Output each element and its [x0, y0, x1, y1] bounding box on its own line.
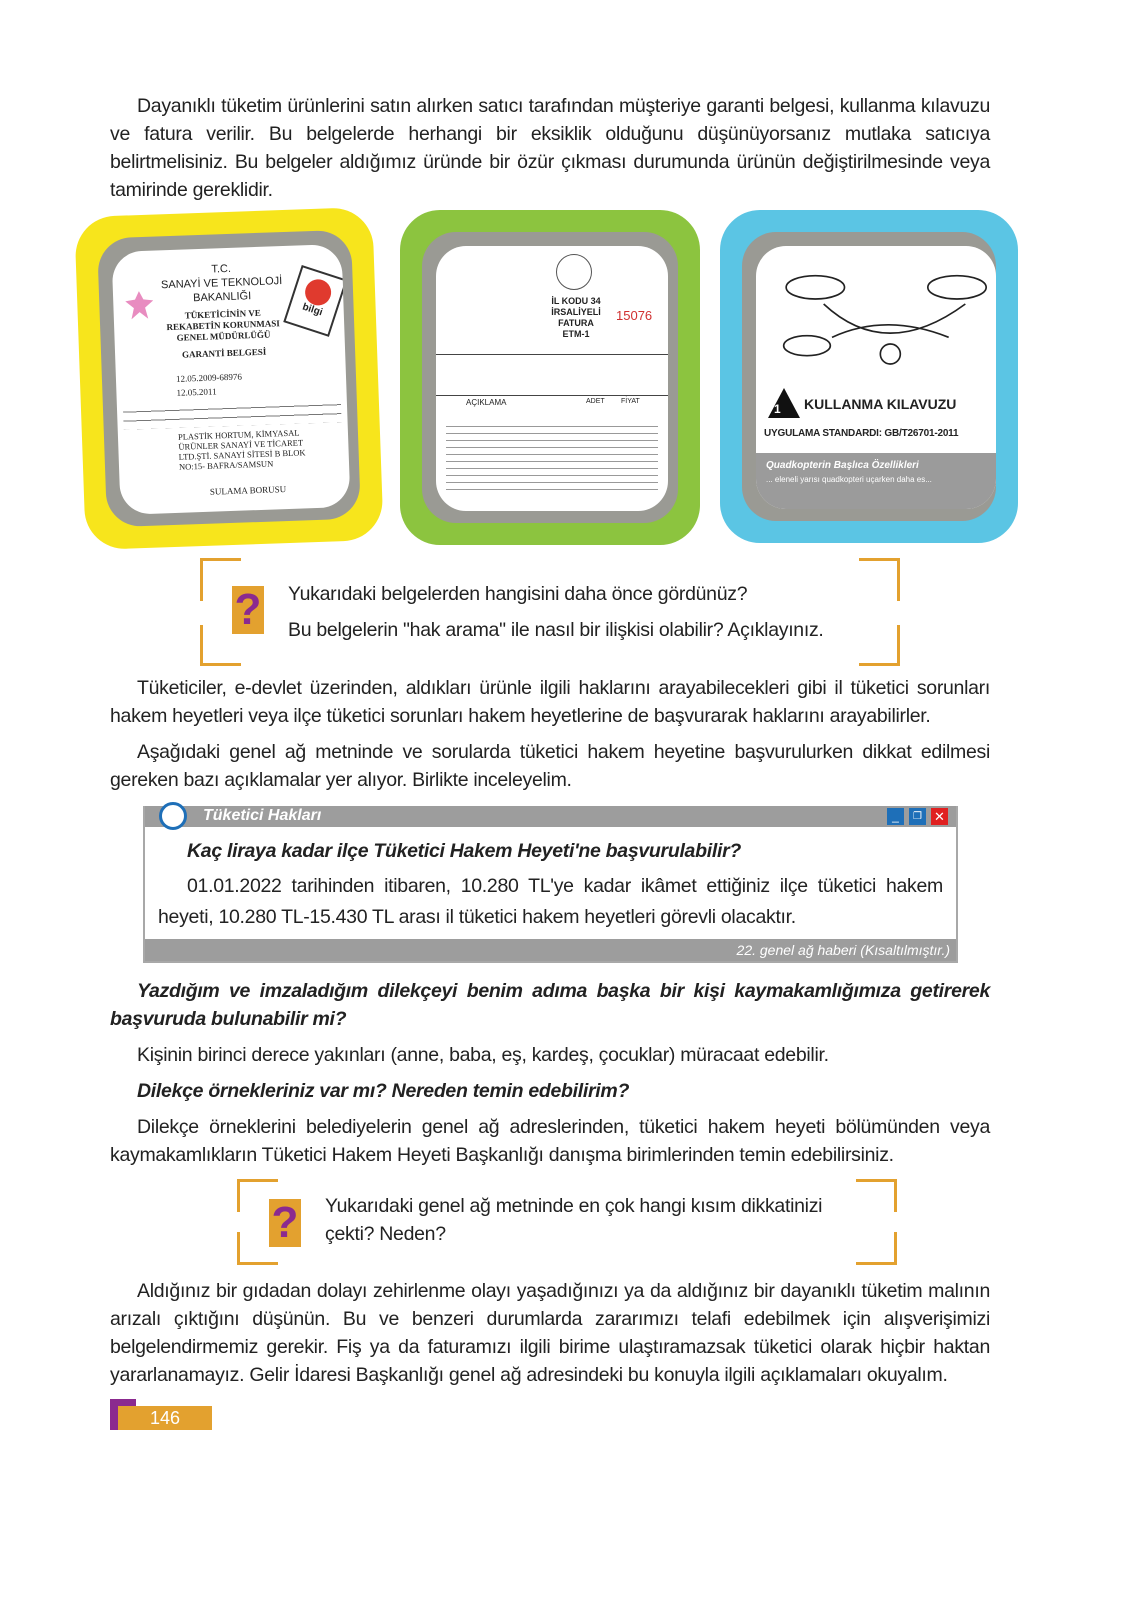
faq-question: Dilekçe örnekleriniz var mı? Nereden temin edebilirim? [137, 1080, 630, 1102]
page-number: 146 [118, 1406, 212, 1430]
number: 1 [774, 402, 781, 416]
paragraph: Aldığınız bir gıdadan dolayı zehirlenme olayı yaşadığınızı ya da aldığınız bir dayanıklı tüketim malının arızalı çıktığını düşünün. Bu ve benzeri durumlarda zararımızı telafi edebilmek için alışverişimizi belgelendirmemiz gerekir. Fiş ya da faturamızı ilgili birime ulaştıramazsak tüketici olarak hiçbir haktan yararlanamayız. Gelir İdaresi Başkanlığı genel ağ adresindeki bu konuyla ilgili açıklamaları okuyalım. [110, 1280, 990, 1386]
text: TÜKETİCİNİN VE REKABETİN KORUNMASI GENEL MÜDÜRLÜĞÜ [166, 307, 280, 343]
text: SANAYİ VE TEKNOLOJİ [160, 275, 283, 292]
text: 12.05.2011 [176, 386, 217, 398]
text: 12.05.2009-68976 [175, 371, 243, 384]
question-box-2 [237, 1179, 897, 1265]
question-box-1 [200, 558, 900, 666]
faq-answer: Kişinin birinci derece yakınları (anne, baba, eş, kardeş, çocuklar) müracaat edebilir. [137, 1044, 829, 1066]
text: İRSALİYELİ FATURA [551, 307, 601, 328]
faq-answer: Dilekçe örneklerini belediyelerin genel ağ adreslerinden, tüketici hakem heyeti bölümünden veya kaymakamlıkların Tüketici Hakem Heyeti Başkanlığı danışma birimlerinden temin edebilirsiniz. [110, 1116, 990, 1166]
text: FİYAT [621, 398, 640, 405]
title-bar [145, 806, 956, 827]
user-manual-image [720, 210, 1018, 543]
question-text: Yukarıdaki belgelerden hangisini daha önce gördünüz? [288, 583, 748, 605]
close-button[interactable]: ✕ [931, 808, 948, 825]
question-icon: ? [232, 586, 264, 634]
document-images [0, 210, 1134, 548]
page-number-badge [110, 1399, 212, 1430]
text: AÇIKLAMA [466, 398, 507, 407]
text: UYGULAMA STANDARDI: GB/T26701-2011 [764, 428, 959, 439]
faq-question: Yazdığım ve imzaladığım dilekçeyi benim adıma başka bir kişi kaymakamlığımıza getirerek başvuruda bulunabilir mi? [110, 980, 990, 1030]
text: ETM-1 [562, 329, 590, 339]
fine-print [123, 398, 342, 430]
globe-icon [159, 802, 187, 830]
text: İL KODU 34 [551, 296, 601, 306]
manual-title: KULLANMA KILAVUZU [804, 396, 957, 412]
paragraph: Aşağıdaki genel ağ metninde ve sorularda tüketici hakem heyetine başvurulurken dikkat edilmesi gereken bazı açıklamalar yer alıyor. Birlikte inceleyelim. [110, 741, 990, 791]
browser-window [143, 806, 958, 963]
warranty-certificate-image [74, 207, 383, 550]
emblem-icon [125, 291, 154, 320]
text: BAKANLIĞI [192, 290, 252, 305]
browser-question: Kaç liraya kadar ilçe Tüketici Hakem Heyeti'ne başvurulabilir? [187, 840, 741, 862]
seal-icon [556, 254, 592, 290]
question-icon: ? [269, 1199, 301, 1247]
browser-answer: 01.01.2022 tarihinden itibaren, 10.280 TL'ye kadar ikâmet ettiğiniz ilçe tüketici hakem heyeti, 10.280 TL-15.430 TL arası il tüketici hakem heyetleri görevli olacaktır. [158, 875, 943, 928]
text: ... eleneli yarısı quadkopteri uçarken daha es... [766, 475, 932, 484]
bilgi-logo: bilgi [283, 265, 347, 337]
intro-paragraph: Dayanıklı tüketim ürünlerini satın alırken satıcı tarafından müşteriye garanti belgesi, kullanma kılavuzu ve fatura verilir. Bu belgelerde herhangi bir eksiklik olduğunu düşünüyorsanız mutlaka satıcıya belirtmelisiniz. Bu belgeler aldığımız üründe bir özür çıkması durumunda ürünün değiştirilmesinde veya tamirinde gereklidir. [110, 95, 990, 201]
text: PLASTİK HORTUM, KİMYASAL ÜRÜNLER SANAYİ VE TİCARET LTD.ŞTİ. SANAYİ SİTESİ B BLOK NO:15- BAFRA/SAMSUN [177, 427, 306, 472]
text: SULAMA BORUSU [209, 484, 287, 497]
triangle-icon [768, 388, 800, 418]
question-text: Bu belgelerin "hak arama" ile nasıl bir ilişkisi olabilir? Açıklayınız. [288, 619, 824, 641]
minimize-button[interactable]: _ [887, 808, 904, 825]
invoice-image [400, 210, 700, 545]
text: Quadkopterin Başlıca Özellikleri [766, 460, 919, 471]
question-text: Yukarıdaki genel ağ metninde en çok hangi kısım dikkatinizi çekti? Neden? [325, 1195, 823, 1245]
text: GARANTİ BELGESİ [181, 346, 267, 360]
restore-button[interactable]: ❐ [909, 808, 926, 825]
serial-number: 15076 [616, 308, 653, 323]
drone-drawing [762, 254, 996, 379]
text: ADET [586, 398, 605, 405]
text: T.C. [211, 262, 232, 276]
source-caption: 22. genel ağ haberi (Kısaltılmıştır.) [145, 939, 956, 961]
window-title: Tüketici Hakları [203, 807, 322, 824]
paragraph: Tüketiciler, e-devlet üzerinden, aldıkları ürünle ilgili haklarını arayabilecekleri gibi il tüketici sorunları hakem heyetleri veya ilçe tüketici sorunları hakem heyetlerine de başvurarak haklarını arayabilirler. [110, 677, 990, 727]
